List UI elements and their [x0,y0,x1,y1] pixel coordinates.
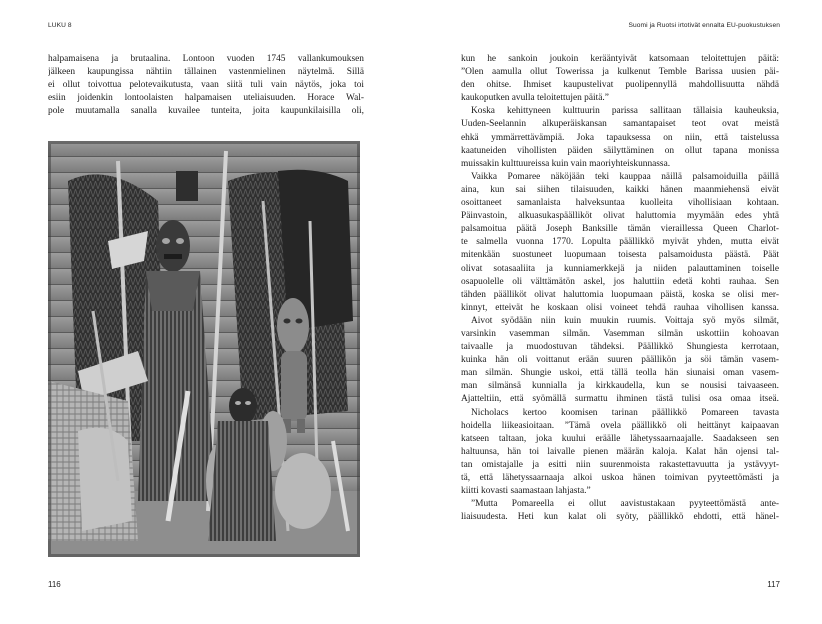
text-line: kuinka hän oli voittanut erään suuren päällikön ja söi tämän vasem- [461,355,779,366]
text-line: Päinvastoin, alkuasukaspäälliköt olivat haluttomia myymään edes yhtä [461,211,779,222]
text-line: hoidella liikeasioitaan. ”Tämä ovela päällikkö oli heittänyt kaipaavan [461,420,779,431]
text-line: aina, kun sai siihen tilaisuuden, kaikki hänen maanmiehensä eivät [461,184,779,195]
text-line: Aivot syödään niin kuin muukin ruumis. Voittaja syö myös silmät, [471,315,779,326]
text-line: liaisuudesta. Heti kun kalat oli syöty, päällikkö ehdotti, että hänel- [461,512,779,523]
text-line: Koska kehittyneen kulttuurin parissa sallitaan tällaisia kauheuksia, [471,106,779,117]
text-line: haltuunsa, hän toi laivalle pienen määrän kaloja. Kalat hän ojensi tal- [461,446,779,457]
left-body-text [48,53,364,118]
text-line: esiin joidenkin lontoolaisten halpamaisen uteliaisuuden. Horace Wal- [48,93,364,104]
text-line: varsinkin vasemman silmän. Vasemman silmän uskottiin kohoavan [461,328,779,339]
text-line: Vaikka Pomaree näköjään teki kauppaa näillä palsamoiduilla päillä [471,171,779,182]
text-line: kaatuneiden vihollisten päiden säilyttäminen on ollut tapana monissa [461,145,779,156]
text-line: mitenkään suostuneet luopumaan toisesta palsamoidusta päästä. Päät [461,250,779,261]
running-head-right: Suomi ja Ruotsi irtotivät ennalta EU-puokustuksen [628,22,780,29]
text-line: ”Olen aamulla ollut Towerissa ja kulkenut Temble Barissa uusien päi- [461,67,779,78]
running-head-left: LUKU 8 [48,22,72,29]
page-number-left: 116 [48,580,61,589]
text-line: Nicholacs kertoo koomisen tarinan päällikkö Pomareen tavasta [471,407,779,418]
text-line: taivaalle ja muodostuvan tähdeksi. Päällikkö Shungiesta kerrotaan, [461,342,779,353]
text-line: man silmän. Shungie uskoi, että tällä teolla hän siunaisi oman vasem- [461,368,779,379]
text-line: katseen taltaan, joka kuului eräälle lähetyssaarnaajalle. Saadakseen sen [461,433,779,444]
page-number-right: 117 [767,580,780,589]
photo-illustration [48,141,360,557]
maori-artifacts-photograph [48,141,360,557]
text-line: Uuden-Seelannin alkuperäiskansan samantapaiset teot ovat meistä [461,119,779,130]
text-line: tä, että lähetyssaarnaaja alkoi uskoa hänen toimivan pyyteettömästi ja [461,473,779,483]
text-line: jälkeen kaupungissa nähtiin tällainen vastenmielinen näytelmä. Sillä [48,67,364,78]
text-line: osoittaneet samanlaista halveksuntaa kuolleita vihollisiaan kohtaan. [461,198,779,209]
right-body-text [461,53,779,524]
text-line: kaukoputken avulla teloitettujen päitä.” [461,93,609,104]
text-line: osapuolelle oli välttämätön askel, jos haluttiin edetä kohti rauhaa. Sen [461,276,779,287]
text-line: Ajatteltiin, että syömällä surmattu ihminen tästä tulisi osa omaa itseä. [461,394,779,405]
text-line: ”Mutta Pomareella ei ollut aavistustakaan pyyteettömästä ante- [471,499,779,510]
text-line: muissakin kulttuureissa kuin vain maoriyhteiskunnassa. [461,158,671,169]
text-line: ehkä ymmärrettävämpiä. Joka tapauksessa on niin, että taistelussa [461,132,779,143]
text-line: tähden päälliköt olivat haluttomia luopumaan päistä, koska se olisi mer- [461,289,779,300]
text-line: palsamoitua päätä Joseph Banksille tämän vieraillessa Queen Charlot- [461,224,779,235]
text-line: pole muutamalla sanalla kuvailee tunteita, joita kaupunkilaisilla oli, [48,106,364,117]
text-line: tan omistajalle ja esitti niin suurenmoista rakastettavuutta ja ystävyyt- [461,459,779,470]
text-line: ei ollut toivottua pelotevaikutusta, vaan siitä tuli vain näytös, joka toi [48,80,364,91]
text-line: kiitti kovasti saamastaan lahjasta.” [461,486,591,497]
right-page [411,0,822,624]
text-line: man silmänsä kunnialla ja kirkkaudella, kun se nousisi taivaaseen. [461,381,779,392]
text-line: den ohitse. Ihmiset kaupustelivat puolipennyllä mahdollisuutta nähdä [461,80,779,91]
text-line: olivat sotasaaliita ja kunniamerkkejä ja niiden palauttaminen toiselle [461,263,779,274]
text-line: kinnyt, etteivät he koskaan olisi voineet tehdä rauhaa vihollisen kanssa. [461,302,779,313]
text-line: kun he sankoin joukoin kerääntyivät katsomaan teloitettujen päitä: [461,54,779,64]
text-line: te salmella vuonna 1770. Lopulta päällikkö myivät yhden, mutta eivät [461,237,779,248]
text-line: halpamaisena ja brutaalina. Lontoon vuoden 1745 vallankumouksen [48,54,364,64]
